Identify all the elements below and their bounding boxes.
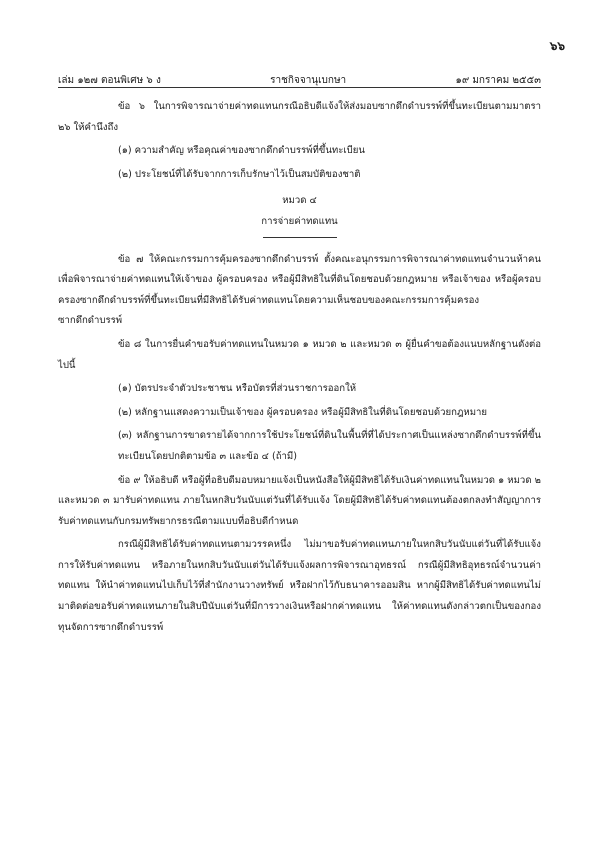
section-8-item-2: (๒) หลักฐานแสดงความเป็นเจ้าของ ผู้ครอบครอง หรือผู้มีสิทธิในที่ดินโดยชอบด้วยกฎหมาย	[118, 406, 488, 418]
header-date: ๑๙ มกราคม ๒๕๕๓	[455, 75, 541, 86]
chapter-name: การจ่ายค่าทดแทน	[261, 215, 338, 227]
section-6-intro: ข้อ ๖ ในการพิจารณาจ่ายค่าทดแทนกรณีอธิบดีแจ้งให้ส่งมอบซากดึกดำบรรพ์ที่ขึ้นทะเบียนตามมาตรา ๒๖ ให้คำนึงถึง	[58, 101, 541, 133]
document-body	[58, 97, 541, 641]
header-publication: ราชกิจจานุเบกษา	[270, 75, 347, 86]
section-7-text: ข้อ ๗ ให้คณะกรรมการคุ้มครองซากดึกดำบรรพ์ ตั้งคณะอนุกรรมการพิจารณาค่าทดแทนจำนวนห้าคน เพื่อพิจารณาจ่ายค่าทดแทนให้เจ้าของ ผู้ครอบครอง หรือผู้มีสิทธิในที่ดินโดยชอบด้วยกฎหมาย หรือเจ้าของ หรือผู้ครอบครองซากดึกดำบรรพ์ที่ขึ้นทะเบียนที่มีสิทธิได้รับค่าทดแทนโดยความเห็นชอบของคณะกรรมการคุ้มครองซากดึกดำบรรพ์	[58, 253, 541, 327]
running-header	[58, 73, 541, 88]
section-8-item-1: (๑) บัตรประจำตัวประชาชน หรือบัตรที่ส่วนราชการออกให้	[118, 383, 357, 395]
section-9-paragraph-2: กรณีผู้มีสิทธิได้รับค่าทดแทนตามวรรคหนึ่ง ไม่มาขอรับค่าทดแทนภายในหกสิบวันนับแต่วันที่ได้รับแจ้งการให้รับค่าทดแทน หรือภายในหกสิบวันนับแต่วันได้รับแจ้งผลการพิจารณาอุทธรณ์ กรณีผู้มีสิทธิอุทธรณ์จำนวนค่าทดแทน ให้นำค่าทดแทนไปเก็บไว้ที่สำนักงานวางทรัพย์ หรือฝากไว้กับธนาคารออมสิน หากผู้มีสิทธิได้รับค่าทดแทนไม่มาติดต่อขอรับค่าทดแทนภายในสิบปีนับแต่วันที่มีการวางเงินหรือฝากค่าทดแทน ให้ค่าทดแทนดังกล่าวตกเป็นของกองทุนจัดการซากดึกดำบรรพ์	[58, 539, 541, 633]
page-number: ๖๖	[549, 39, 565, 53]
header-volume: เล่ม ๑๒๗ ตอนพิเศษ ๖ ง	[58, 75, 161, 86]
chapter-title: หมวด ๔	[282, 195, 317, 207]
section-8-item-3: (๓) หลักฐานการขาดรายได้จากการใช้ประโยชน์ที่ดินในพื้นที่ที่ได้ประกาศเป็นแหล่งซากดึกดำบรรพ์ที่ขึ้นทะเบียนโดยปกติตามข้อ ๓ และข้อ ๔ (ถ้ามี)	[118, 430, 541, 462]
section-8-intro: ข้อ ๘ ในการยื่นคำขอรับค่าทดแทนในหมวด ๑ หมวด ๒ และหมวด ๓ ผู้ยื่นคำขอต้องแนบหลักฐานดังต่อไปนี้	[58, 338, 541, 371]
chapter-divider	[263, 237, 337, 238]
section-6-item-2: (๒) ประโยชน์ที่ได้รับจากการเก็บรักษาไว้เป็นสมบัติของชาติ	[118, 168, 361, 180]
section-6-item-1: (๑) ความสำคัญ หรือคุณค่าของซากดึกดำบรรพ์ที่ขึ้นทะเบียน	[118, 145, 365, 157]
header-rule	[58, 87, 541, 88]
section-9-text: ข้อ ๙ ให้อธิบดี หรือผู้ที่อธิบดีมอบหมายแจ้งเป็นหนังสือให้ผู้มีสิทธิได้รับเงินค่าทดแทนในหมวด ๑ หมวด ๒ และหมวด ๓ มารับค่าทดแทน ภายในหกสิบวันนับแต่วันที่ได้รับแจ้ง โดยผู้มีสิทธิได้รับค่าทดแทนต้องตกลงทำสัญญาการรับค่าทดแทนกับกรมทรัพยากรธรณีตามแบบที่อธิบดีกำหนด	[58, 474, 541, 527]
